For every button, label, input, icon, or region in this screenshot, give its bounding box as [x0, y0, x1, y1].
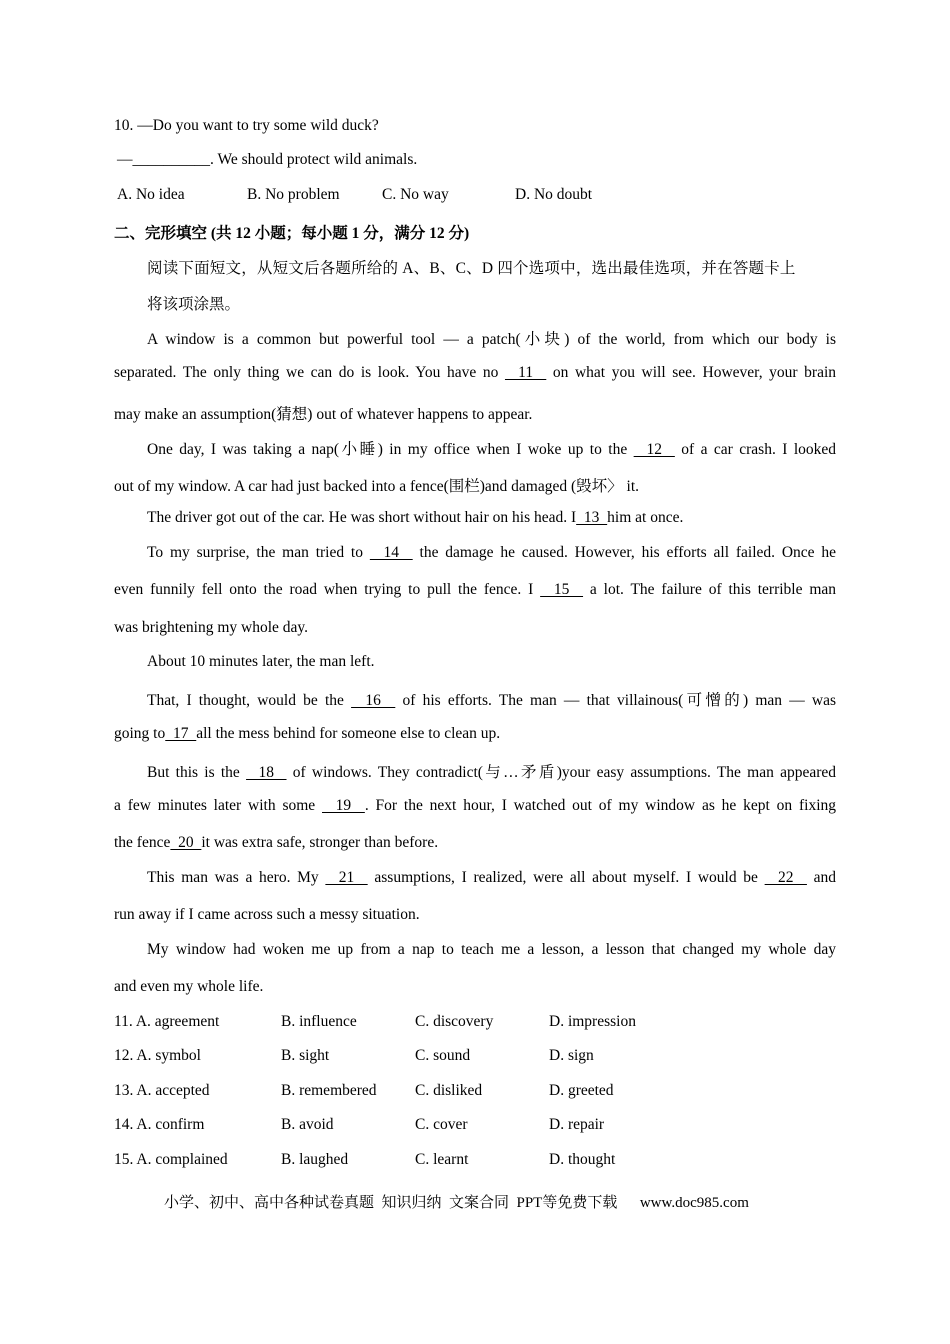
- option-13-c: C. disliked: [415, 1082, 483, 1099]
- text-span: him at once.: [607, 509, 684, 526]
- passage-p6-line-2: [114, 725, 500, 743]
- passage-p1-line-1: A window is a common but powerful tool — a patch(小块) of the world, from which our body is: [147, 331, 836, 348]
- text-span: That, I thought, would be the: [147, 692, 344, 709]
- text-span: of a car crash. I looked: [681, 441, 837, 458]
- option-11-d: D. impression: [549, 1013, 636, 1030]
- text-span: The driver got out of the car. He was short without hair on his head. I: [147, 509, 577, 526]
- text-span: and: [813, 869, 837, 886]
- text-span: . For the next hour, I watched out of my window as he kept on fixing: [364, 797, 837, 814]
- text-span: To my surprise, the man tried to: [147, 544, 363, 561]
- blank-20: 20: [170, 834, 202, 851]
- q10-reply-text: . We should protect wild animals.: [210, 151, 418, 168]
- option-14-b: B. avoid: [281, 1116, 334, 1133]
- option-13-b: B. remembered: [281, 1082, 377, 1099]
- text-span: assumptions, I realized, were all about myself. I would be: [374, 869, 758, 886]
- blank-21: 21: [325, 869, 368, 886]
- option-11-b: B. influence: [281, 1013, 357, 1030]
- instruction-line-2: 将该项涂黑。: [147, 296, 241, 313]
- page-footer: 小学、初中、高中各种试卷真题 知识归纳 文案合同 PPT等免费下载 www.doc985.com: [164, 1195, 749, 1211]
- passage-p9-line-2: and even my whole life.: [114, 978, 264, 995]
- text-span: it was extra safe, stronger than before.: [201, 834, 439, 851]
- text-span: This man was a hero. My: [147, 869, 319, 886]
- passage-p7-line-1: [147, 760, 836, 782]
- q10-option-d: D. No doubt: [515, 186, 593, 203]
- option-15-b: B. laughed: [281, 1151, 349, 1168]
- q10-question: 10. —Do you want to try some wild duck?: [114, 117, 379, 134]
- blank-19: 19: [322, 797, 365, 814]
- option-11-c: C. discovery: [415, 1013, 494, 1030]
- passage-p7-line-2: [114, 797, 836, 815]
- q10-option-a: A. No idea: [117, 186, 185, 203]
- instruction-line-1: 阅读下面短文，从短文后各题所给的 A、B、C、D 四个选项中，选出最佳选项，并在答题卡上: [147, 260, 796, 277]
- text-span: separated. The only thing we can do is look. You have no: [114, 364, 499, 381]
- blank-15: 15: [540, 581, 584, 598]
- option-14-a: 14. A. confirm: [114, 1116, 205, 1133]
- text-span: going to: [114, 725, 166, 742]
- passage-p2-line-1: [147, 437, 836, 459]
- text-span: even funnily fell onto the road when trying to pull the fence. I: [114, 581, 534, 598]
- passage-p4-line-1: [147, 544, 836, 562]
- option-12-d: D. sign: [549, 1047, 594, 1064]
- passage-p4-line-3: was brightening my whole day.: [114, 619, 308, 636]
- passage-p8-line-2: run away if I came across such a messy situation.: [114, 906, 420, 923]
- text-span: the damage he caused. However, his efforts all failed. Once he: [419, 544, 837, 561]
- passage-p8-line-1: [147, 869, 836, 887]
- blank-14: 14: [369, 544, 413, 561]
- text-span: all the mess behind for someone else to clean up.: [196, 725, 501, 742]
- text-span: on what you will see. However, your brain: [552, 364, 837, 381]
- passage-p9-line-1: My window had woken me up from a nap to teach me a lesson, a lesson that changed my whole day: [147, 941, 836, 958]
- option-13-d: D. greeted: [549, 1082, 614, 1099]
- option-14-c: C. cover: [415, 1116, 468, 1133]
- text-span: a lot. The failure of this terrible man: [589, 581, 837, 598]
- q10-option-b: B. No problem: [247, 186, 340, 203]
- passage-p3: [147, 509, 683, 527]
- blank-18: 18: [246, 764, 287, 781]
- section-heading: 二、完形填空 (共 12 小题；每小题 1 分，满分 12 分): [114, 225, 470, 242]
- blank-22: 22: [764, 869, 807, 886]
- option-15-a: 15. A. complained: [114, 1151, 228, 1168]
- option-11-a: 11. A. agreement: [114, 1013, 220, 1030]
- option-15-d: D. thought: [549, 1151, 616, 1168]
- blank-17: 17: [165, 725, 197, 742]
- option-12-c: C. sound: [415, 1047, 471, 1064]
- passage-p7-line-3: [114, 834, 438, 852]
- text-span: the fence: [114, 834, 171, 851]
- text-span: One day, I was taking a nap(小睡) in my office when I woke up to the: [147, 441, 628, 458]
- text-span: a few minutes later with some: [114, 797, 316, 814]
- text-span: of his efforts. The man — that villainous(可憎的) man — was: [402, 692, 837, 709]
- blank-11: 11: [504, 364, 547, 381]
- option-15-c: C. learnt: [415, 1151, 469, 1168]
- passage-p6-line-1: [147, 688, 836, 710]
- q10-reply-blank: __________: [132, 151, 210, 168]
- passage-p1-line-3: may make an assumption(猜想) out of whatever happens to appear.: [114, 406, 533, 423]
- text-span: of windows. They contradict(与…矛盾)your easy assumptions. The man appeared: [292, 764, 837, 781]
- passage-p1-line-2: [114, 364, 836, 382]
- passage-p2-line-2: out of my window. A car had just backed into a fence(围栏)and damaged (毁坏〉 it.: [114, 478, 639, 495]
- blank-16: 16: [351, 692, 396, 709]
- option-12-b: B. sight: [281, 1047, 330, 1064]
- text-span: But this is the: [147, 764, 240, 781]
- option-14-d: D. repair: [549, 1116, 605, 1133]
- passage-p4-line-2: [114, 581, 836, 599]
- q10-option-c: C. No way: [382, 186, 449, 203]
- q10-reply: [117, 151, 417, 169]
- option-13-a: 13. A. accepted: [114, 1082, 210, 1099]
- passage-p5: About 10 minutes later, the man left.: [147, 653, 375, 670]
- blank-12: 12: [633, 441, 675, 458]
- blank-13: 13: [576, 509, 608, 526]
- q10-reply-dash: —: [117, 151, 133, 168]
- option-12-a: 12. A. symbol: [114, 1047, 201, 1064]
